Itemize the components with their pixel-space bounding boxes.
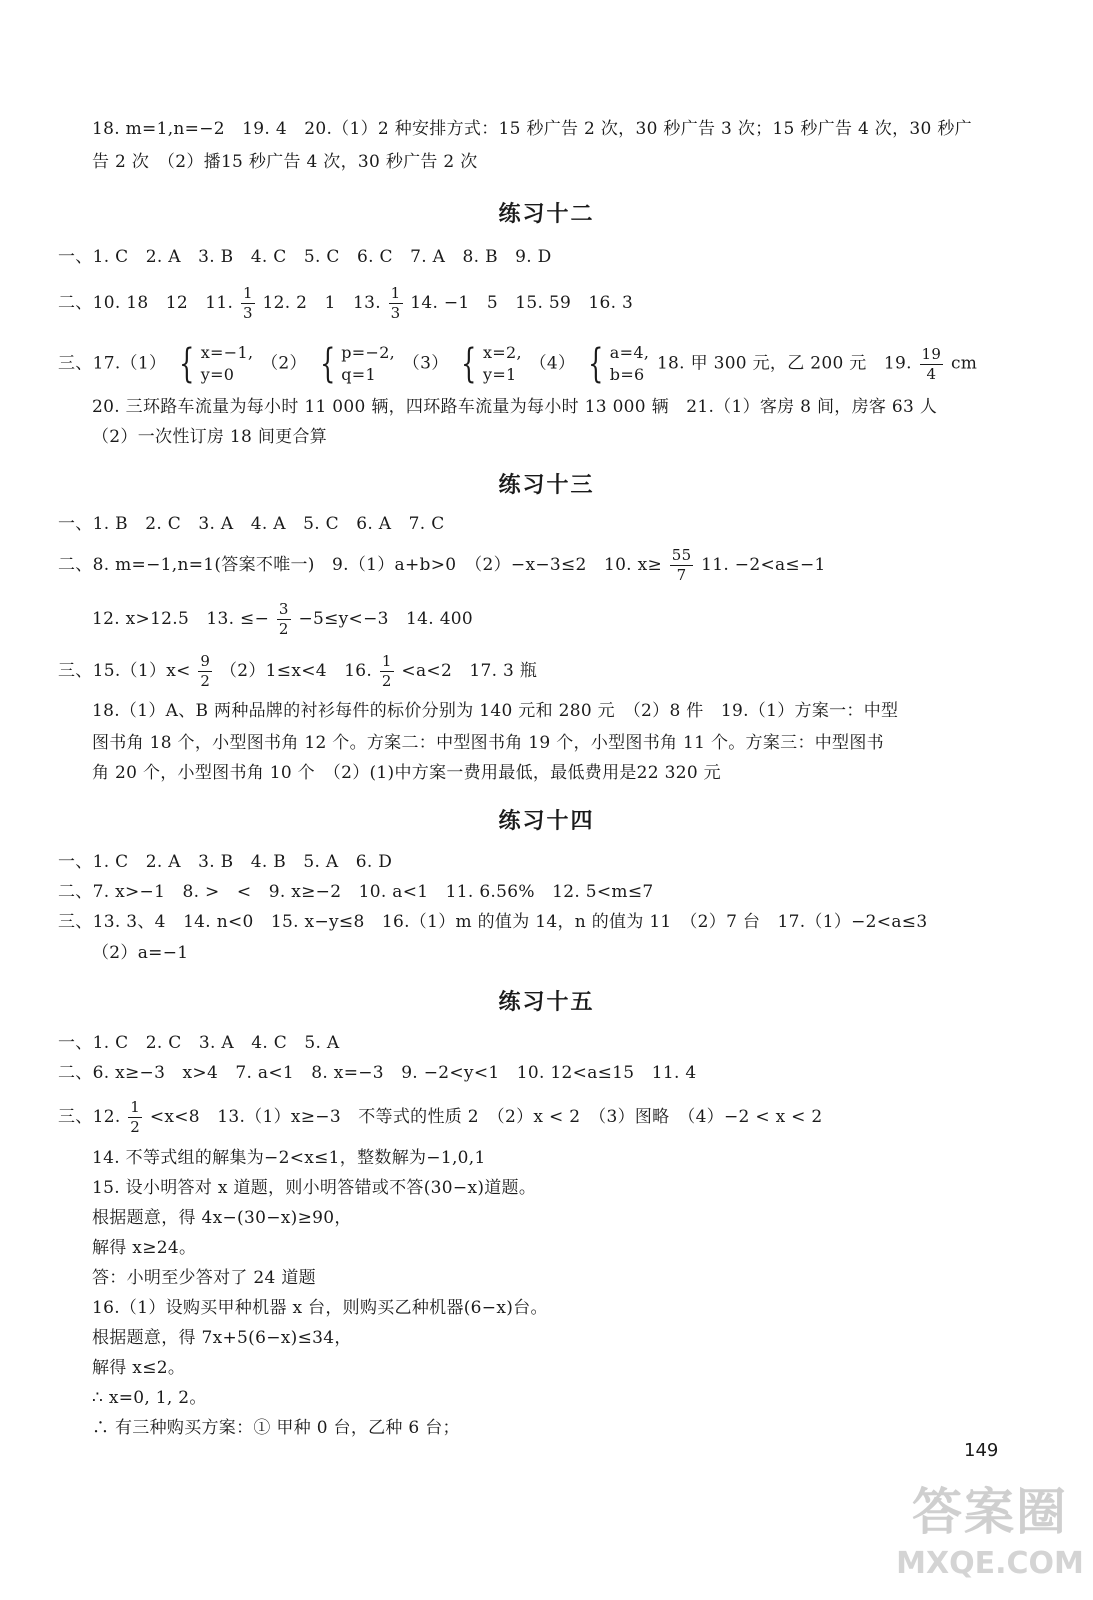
answer-line: 14. 不等式组的解集为−2<x≤1，整数解为−1,0,1 <box>92 1148 486 1168</box>
answer-line: 一、1. C 2. A 3. B 4. B 5. A 6. D <box>58 852 393 872</box>
answer-line: 15. 设小明答对 x 道题，则小明答错或不答(30−x)道题。 <box>92 1178 537 1198</box>
fraction: $\frac{1}{3}$ <box>390 284 401 322</box>
answer-line: 三、13. 3、4 14. n<0 15. x−y≤8 16.（1）m 的值为 14，n 的值为 11 （2）7 台 17.（1）−2<a≤3 <box>58 912 928 932</box>
answer-line: （2）a=−1 <box>92 943 189 963</box>
fraction: $\frac{1}{3}$ <box>242 284 253 322</box>
equation-system: { x=−1, y=0 <box>179 341 254 387</box>
watermark-text: 答案圈 <box>912 1483 1068 1541</box>
watermark-logo <box>895 1482 1085 1590</box>
equation-system: { x=2, y=1 <box>461 341 522 387</box>
answer-line: 角 20 个，小型图书角 10 个 （2）(1)中方案一费用最低，最低费用是22 320 元 <box>92 763 721 783</box>
answer-line: 二、10. 18 12 11. $\frac{1}{3}$ 12. 2 1 13. $\frac{1}{3}$ 14. −1 5 15. 59 16. 3 <box>58 284 634 322</box>
section-title-13: 练习十三 <box>498 473 595 498</box>
answer-line: （2）一次性订房 18 间更合算 <box>92 427 328 447</box>
section-title-14: 练习十四 <box>498 809 595 834</box>
fraction: $\frac{1}{2}$ <box>130 1098 141 1136</box>
answer-line: 三、15.（1）x< $\frac{9}{2}$ （2）1≤x<4 16. $\frac{1}{2}$ <a<2 17. 3 瓶 <box>58 652 538 690</box>
answer-line: 答：小明至少答对了 24 道题 <box>92 1268 316 1288</box>
answer-line: 一、1. C 2. A 3. B 4. C 5. C 6. C 7. A 8. B 9. D <box>58 247 552 267</box>
equation-system: { a=4, b=6 <box>588 341 650 387</box>
answer-line: 解得 x≥24。 <box>92 1238 197 1258</box>
answer-line: 16.（1）设购买甲种机器 x 台，则购买乙种机器(6−x)台。 <box>92 1298 548 1318</box>
answer-line: 三、12. $\frac{1}{2}$ <x<8 13.（1）x≥−3 不等式的性质 2 （2）x < 2 （3）图略 （4）−2 < x < 2 <box>58 1098 823 1136</box>
page-number: 149 <box>964 1440 999 1461</box>
section-title-15: 练习十五 <box>498 990 595 1015</box>
section-title-12: 练习十二 <box>498 202 595 227</box>
answer-line: 二、8. m=−1,n=1(答案不唯一) 9.（1）a+b>0 （2）−x−3≤2 10. x≥ $\frac{55}{7}$ 11. −2<a≤−1 <box>58 546 826 584</box>
answer-line: 12. x>12.5 13. ≤− $\frac{3}{2}$ −5≤y<−3 14. 400 <box>92 600 474 638</box>
fraction: $\frac{3}{2}$ <box>278 600 289 638</box>
answer-line: 18.（1）A、B 两种品牌的衬衫每件的标价分别为 140 元和 280 元 （2）8 件 19.（1）方案一：中型 <box>92 701 899 721</box>
watermark-url: MXQE.COM <box>896 1546 1084 1581</box>
answer-line: ∴ x=0, 1, 2。 <box>92 1388 207 1408</box>
answer-line: 二、6. x≥−3 x>4 7. a<1 8. x=−3 9. −2<y<1 10. 12<a≤15 11. 4 <box>58 1063 697 1083</box>
answer-line: 二、7. x>−1 8. > < 9. x≥−2 10. a<1 11. 6.56% 12. 5<m≤7 <box>58 882 654 902</box>
answer-line: 解得 x≤2。 <box>92 1358 186 1378</box>
answer-line: 根据题意，得 7x+5(6−x)≤34， <box>92 1328 352 1348</box>
fraction: $\frac{19}{4}$ <box>921 344 942 383</box>
fraction: $\frac{1}{2}$ <box>381 652 392 690</box>
answer-line: 根据题意，得 4x−(30−x)≥90， <box>92 1208 352 1228</box>
answer-line: 告 2 次 （2）播15 秒广告 4 次，30 秒广告 2 次 <box>92 152 478 172</box>
answer-line: 20. 三环路车流量为每小时 11 000 辆，四环路车流量为每小时 13 000 辆 21.（1）客房 8 间，房客 63 人 <box>92 397 938 417</box>
answer-line: 一、1. C 2. C 3. A 4. C 5. A <box>58 1033 340 1053</box>
fraction: $\frac{55}{7}$ <box>671 546 692 584</box>
answer-line: ∴ 有三种购买方案：① 甲种 0 台，乙种 6 台； <box>92 1418 460 1438</box>
fraction: $\frac{9}{2}$ <box>200 652 211 690</box>
answer-line: 三、17.（1） { x=−1, y=0 （2） { p=−2, q=1 （3） { x=2, y=1 （4） { a=4, b=6 18. 甲 300 元，乙 200 元 19. $\frac{19}{4}$ cm <box>58 341 978 387</box>
answer-line: 图书角 18 个，小型图书角 12 个。方案二：中型图书角 19 个，小型图书角 11 个。方案三：中型图书 <box>92 733 884 753</box>
equation-system: { p=−2, q=1 <box>319 341 396 387</box>
answer-line: 一、1. B 2. C 3. A 4. A 5. C 6. A 7. C <box>58 514 445 534</box>
answer-line: 18. m=1,n=−2 19. 4 20.（1）2 种安排方式：15 秒广告 2 次，30 秒广告 3 次；15 秒广告 4 次，30 秒广 <box>92 119 972 139</box>
